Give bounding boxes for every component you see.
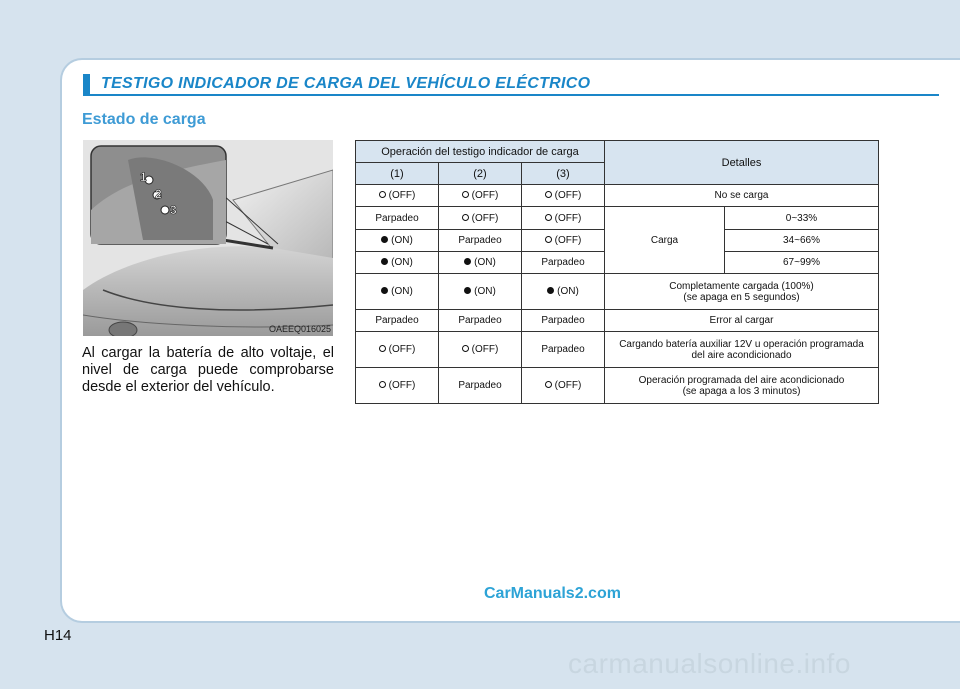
off-indicator-icon bbox=[462, 191, 469, 198]
title-accent bbox=[83, 74, 90, 94]
on-indicator-icon bbox=[464, 287, 471, 294]
table-row: Parpadeo (OFF) (OFF) Carga 0~33% bbox=[356, 207, 879, 230]
table-row: Parpadeo Parpadeo Parpadeo Error al cargar bbox=[356, 310, 879, 332]
header-col-2: (2) bbox=[439, 163, 522, 185]
car-hood-drawing bbox=[83, 140, 333, 336]
on-indicator-icon bbox=[464, 258, 471, 265]
header-col-3: (3) bbox=[522, 163, 605, 185]
table-row: (OFF) (OFF) (OFF) No se carga bbox=[356, 185, 879, 207]
on-indicator-icon bbox=[547, 287, 554, 294]
callout-1: 1 bbox=[140, 170, 147, 184]
off-indicator-icon bbox=[379, 381, 386, 388]
callout-3: 3 bbox=[170, 203, 177, 217]
page-title-bar bbox=[83, 74, 939, 96]
callout-2: 2 bbox=[155, 187, 162, 201]
watermark-link[interactable]: CarManuals2.com bbox=[484, 585, 621, 602]
page-number: H14 bbox=[44, 627, 72, 644]
on-indicator-icon bbox=[381, 236, 388, 243]
off-indicator-icon bbox=[545, 191, 552, 198]
title-underline bbox=[83, 94, 939, 96]
table-row: (ON) (ON) Parpadeo 67~99% bbox=[356, 252, 879, 274]
page-title: TESTIGO INDICADOR DE CARGA DEL VEHÍCULO ELÉCTRICO bbox=[101, 75, 591, 92]
on-indicator-icon bbox=[381, 287, 388, 294]
header-col-1: (1) bbox=[356, 163, 439, 185]
off-indicator-icon bbox=[545, 214, 552, 221]
table-row: (ON) (ON) (ON) Completamente cargada (100%) (se apaga en 5 segundos) bbox=[356, 274, 879, 310]
header-operation: Operación del testigo indicador de carga bbox=[356, 141, 605, 163]
section-heading: Estado de carga bbox=[82, 111, 206, 128]
watermark-bottom: carmanualsonline.info bbox=[568, 648, 851, 679]
table-row: (OFF) (OFF) Parpadeo Cargando batería auxiliar 12V u operación programada del aire acondicionado bbox=[356, 332, 879, 368]
off-indicator-icon bbox=[462, 345, 469, 352]
off-indicator-icon bbox=[379, 345, 386, 352]
on-indicator-icon bbox=[381, 258, 388, 265]
header-details: Detalles bbox=[605, 141, 879, 185]
off-indicator-icon bbox=[379, 191, 386, 198]
table-row: (ON) Parpadeo (OFF) 34~66% bbox=[356, 230, 879, 252]
table-row: (OFF) Parpadeo (OFF) Operación programada del aire acondicionado (se apaga a los 3 minutos) bbox=[356, 368, 879, 404]
off-indicator-icon bbox=[545, 236, 552, 243]
figure-code: OAEEQ016025 bbox=[268, 324, 331, 334]
off-indicator-icon bbox=[462, 214, 469, 221]
body-paragraph: Al cargar la batería de alto voltaje, el nivel de carga puede comprobarse desde el exterior del vehículo. bbox=[82, 345, 334, 395]
charge-indicator-table bbox=[355, 140, 879, 404]
off-indicator-icon bbox=[545, 381, 552, 388]
car-illustration bbox=[83, 140, 333, 336]
